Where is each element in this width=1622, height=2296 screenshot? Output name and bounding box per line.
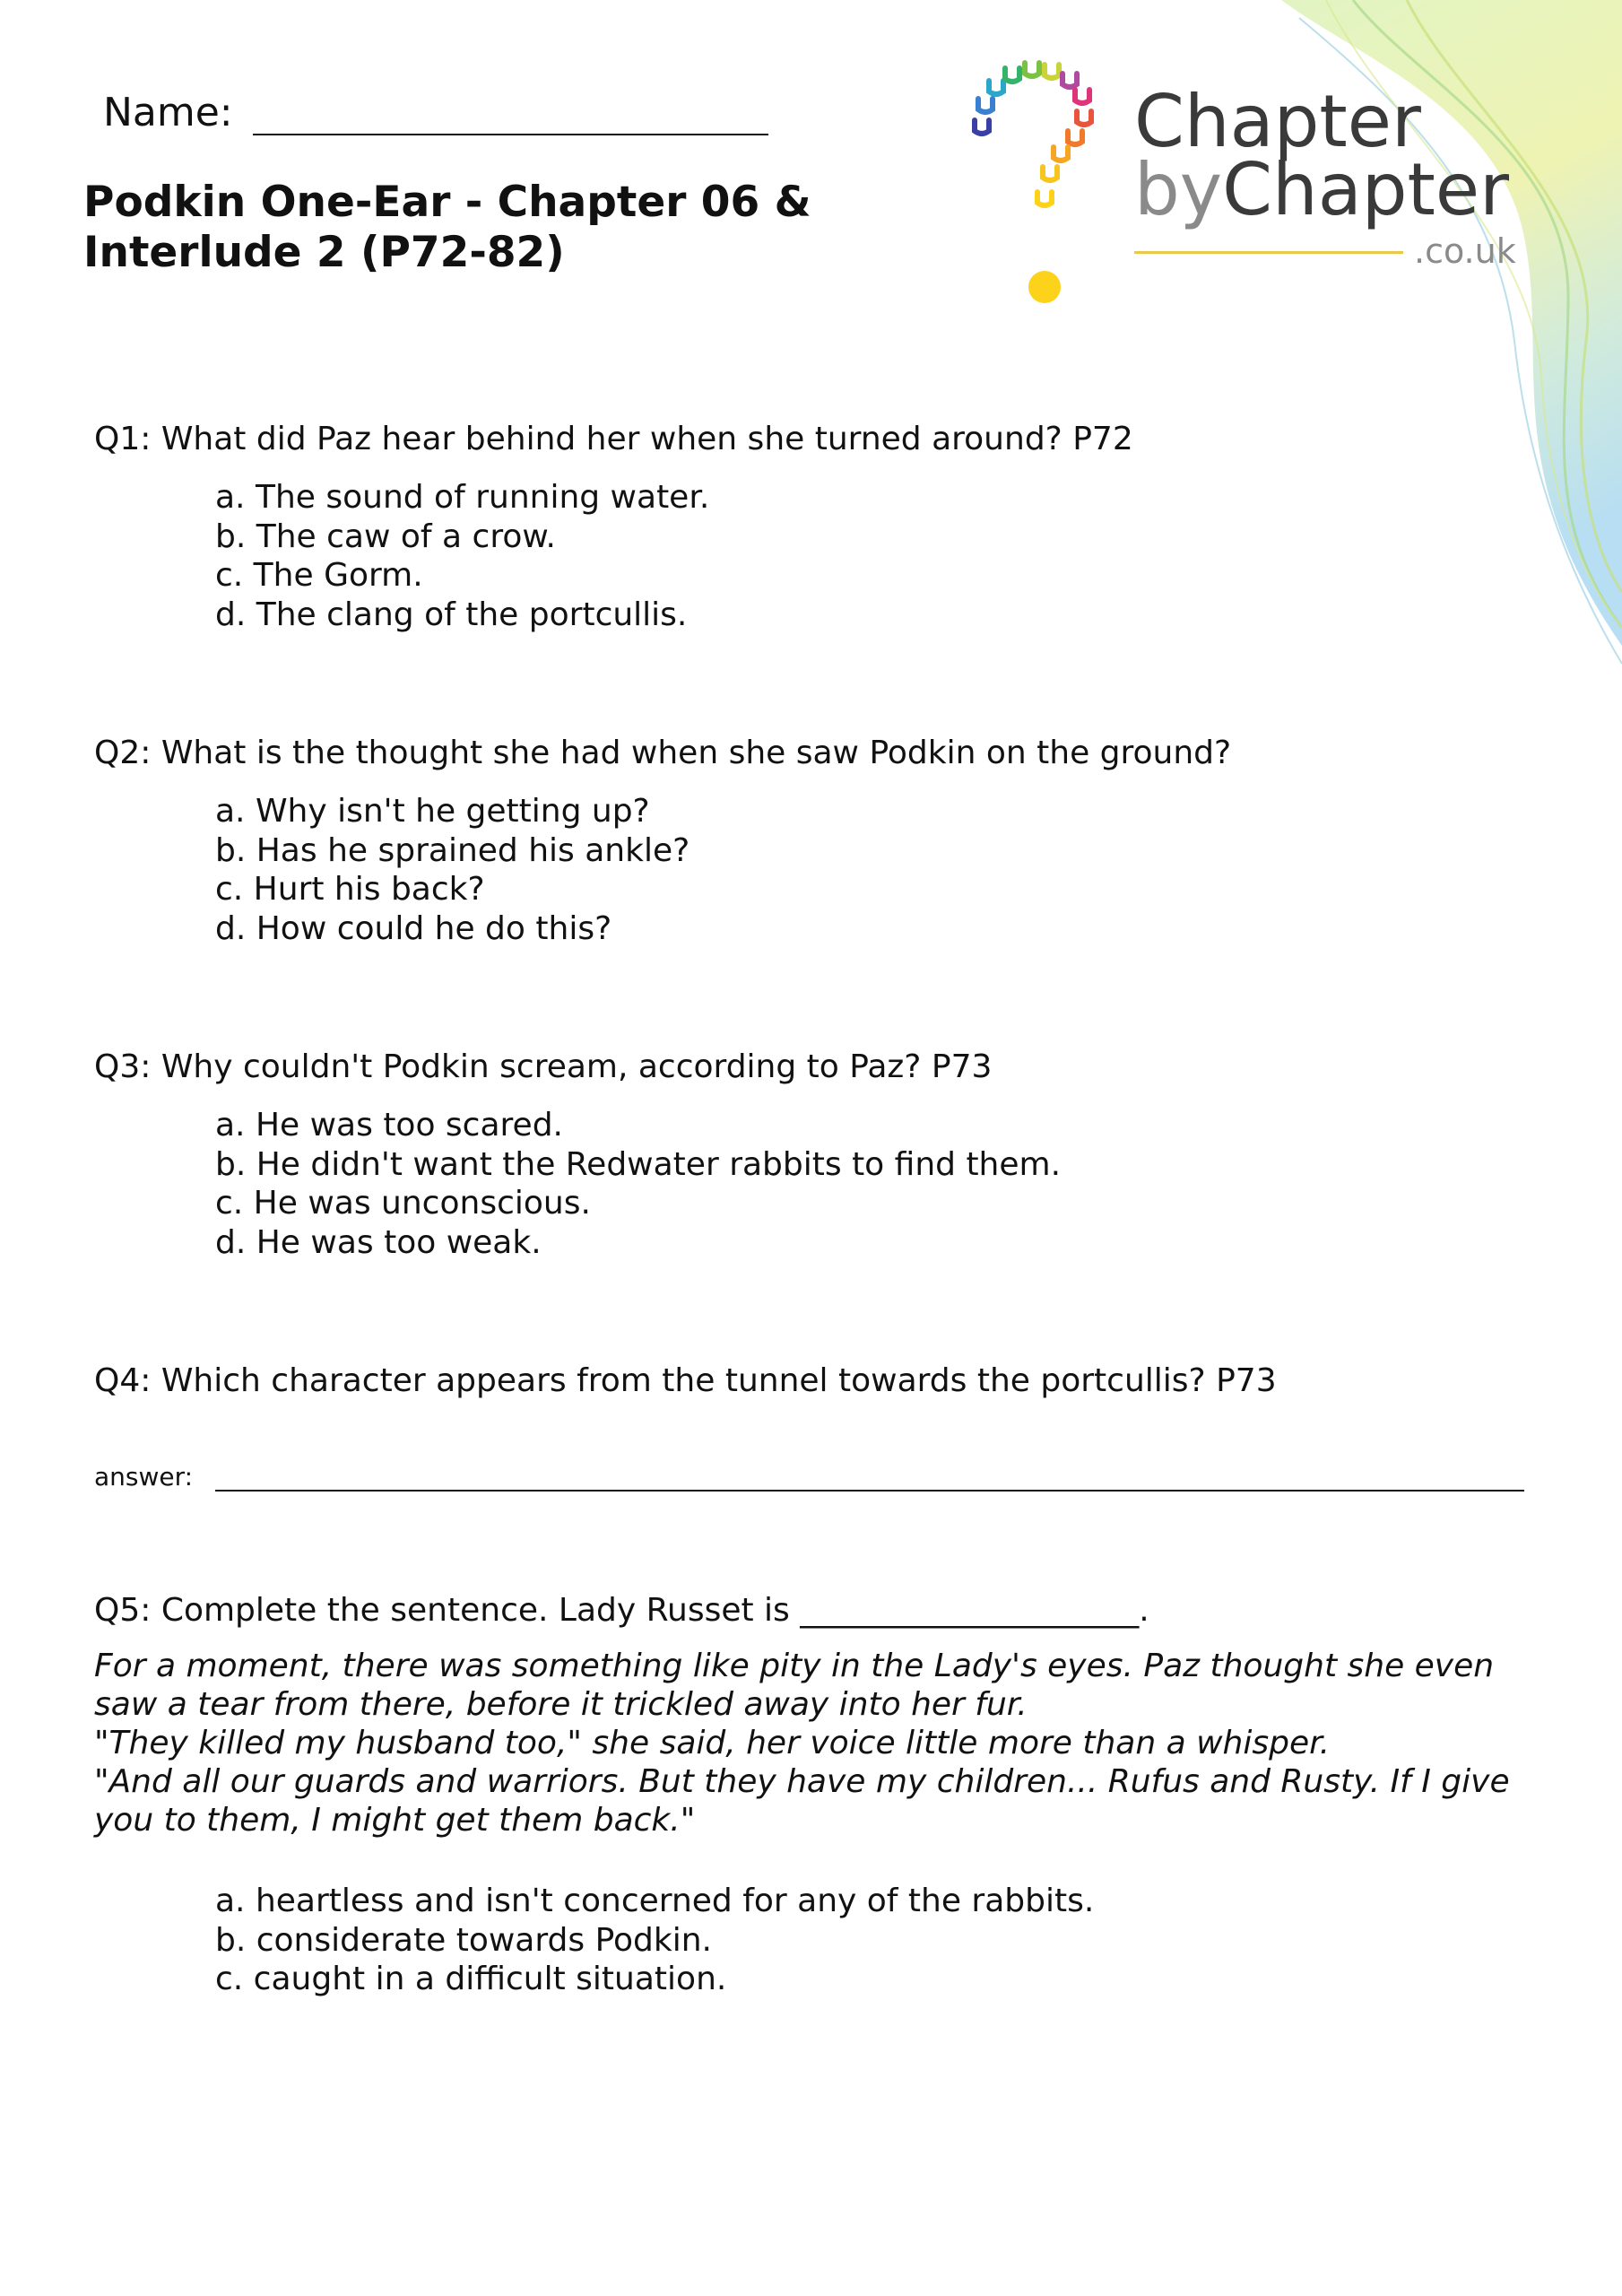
logo-book-icon [1045, 65, 1059, 78]
question-5-options [215, 1882, 1094, 1999]
answer-label: answer: [94, 1462, 194, 1492]
question-2: Q2: What is the thought she had when she saw Podkin on the ground? [94, 735, 1232, 771]
logo-book-icon [1077, 111, 1091, 125]
logo-book-icon [1043, 167, 1057, 180]
title-line-1: Podkin One-Ear - Chapter 06 & [83, 178, 811, 227]
logo-book-icon [1037, 192, 1052, 205]
logo-book-icon [978, 99, 993, 112]
passage-line: "They killed my husband too," she said, her voice little more than a whisper. [94, 1725, 1331, 1761]
question-3: Q3: Why couldn't Podkin scream, according to Paz? P73 [94, 1048, 993, 1085]
logo-book-icon [1068, 131, 1082, 144]
question-2-options [215, 792, 690, 948]
logo-word-chapter: Chapter [1134, 80, 1421, 163]
question-1: Q1: What did Paz hear behind her when she turned around? P72 [94, 421, 1133, 457]
question-3-options [215, 1106, 1061, 1262]
logo-domain: .co.uk [1414, 231, 1516, 271]
q2-option-b[interactable]: b. Has he sprained his ankle? [215, 831, 690, 869]
q1-option-b[interactable]: b. The caw of a crow. [215, 517, 556, 555]
q2-option-d[interactable]: d. How could he do this? [215, 909, 612, 947]
question-5: Q5: Complete the sentence. Lady Russet is _____________________. [94, 1592, 1149, 1629]
q3-option-b[interactable]: b. He didn't want the Redwater rabbits to find them. [215, 1145, 1062, 1183]
q2-option-a[interactable]: a. Why isn't he getting up? [215, 793, 650, 830]
logo-word-by: by [1134, 148, 1223, 231]
logo-book-icon [1075, 90, 1089, 103]
quoted-passage [94, 1647, 1565, 1839]
worksheet-title [83, 178, 890, 278]
logo-book-icon [975, 120, 989, 134]
logo-word-chapter-2: Chapter [1222, 148, 1509, 231]
q2-option-c[interactable]: c. Hurt his back? [215, 871, 485, 908]
q1-option-c[interactable]: c. The Gorm. [215, 557, 423, 594]
logo-book-icon [1063, 74, 1077, 87]
q1-option-a[interactable]: a. The sound of running water. [215, 479, 710, 516]
title-line-2: Interlude 2 (P72-82) [83, 228, 565, 277]
q5-option-a[interactable]: a. heartless and isn't concerned for any of the rabbits. [215, 1883, 1095, 1919]
question-4: Q4: Which character appears from the tunnel towards the portcullis? P73 [94, 1362, 1277, 1399]
logo-dot [1028, 271, 1061, 303]
logo-rule [1134, 251, 1403, 254]
logo-book-icon [1054, 147, 1068, 161]
chapter-by-chapter-logo-icon [964, 54, 1134, 314]
passage-line: saw a tear from there, before it trickled away into her fur. [94, 1686, 1028, 1723]
name-field[interactable] [103, 90, 768, 135]
passage-line: For a moment, there was something like pity in the Lady's eyes. Paz thought she even [94, 1648, 1495, 1684]
passage-line: "And all our guards and warriors. But they have my children... Rufus and Rusty. If I give [94, 1763, 1510, 1800]
passage-line: you to them, I might get them back." [94, 1802, 696, 1839]
q3-option-c[interactable]: c. He was unconscious. [215, 1185, 591, 1222]
q1-option-d[interactable]: d. The clang of the portcullis. [215, 596, 688, 633]
logo-wordmark [1134, 80, 1509, 231]
name-label: Name: [103, 90, 233, 135]
answer-field[interactable] [94, 1462, 1524, 1492]
q3-option-a[interactable]: a. He was too scared. [215, 1107, 563, 1144]
logo-book-icon [989, 81, 1003, 94]
q5-option-b[interactable]: b. considerate towards Podkin. [215, 1921, 712, 1959]
logo-book-icon [1025, 63, 1039, 76]
q3-option-d[interactable]: d. He was too weak. [215, 1223, 542, 1261]
q5-option-c[interactable]: c. caught in a difficult situation. [215, 1961, 727, 1997]
logo-book-icon [1005, 68, 1019, 82]
question-1-options [215, 478, 709, 634]
name-blank-line[interactable] [253, 92, 768, 135]
answer-blank-line[interactable] [215, 1468, 1524, 1492]
